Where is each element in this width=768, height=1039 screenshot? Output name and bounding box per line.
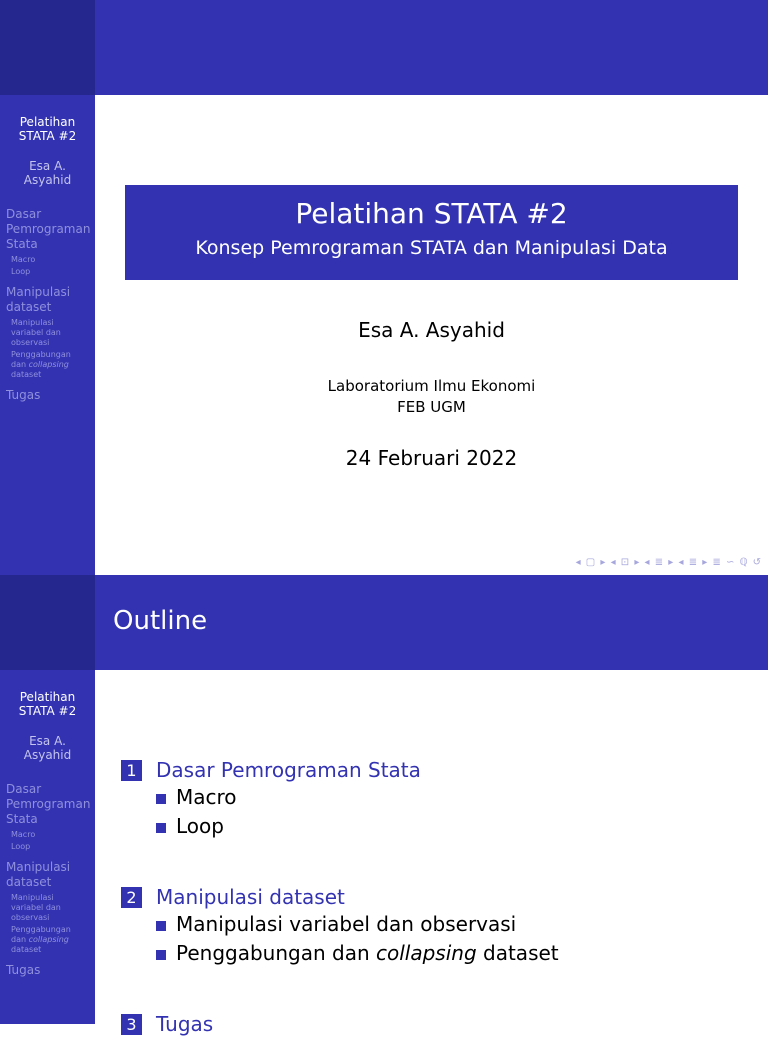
square-bullet-icon — [156, 794, 166, 804]
institute-line-1: Laboratorium Ilmu Ekonomi — [327, 377, 536, 395]
sidebar-title[interactable]: Pelatihan STATA #2 — [18, 690, 77, 718]
subsection-label: Macro — [176, 785, 237, 809]
presentation-date: 24 Februari 2022 — [345, 446, 518, 470]
header-corner — [0, 575, 95, 670]
section-label: Tugas — [156, 1012, 214, 1036]
sidebar-sub-penggabungan[interactable]: Penggabungan dan collapsing dataset — [11, 350, 71, 379]
sidebar-section-manipulasi[interactable]: Manipulasi dataset — [6, 285, 71, 314]
sidebar — [0, 95, 95, 575]
header-bar — [95, 575, 768, 670]
sidebar-section-dasar[interactable]: Dasar Pemrograman Stata — [6, 782, 91, 826]
frame-title: Outline — [113, 606, 208, 636]
author-name: Esa A. Asyahid — [358, 318, 505, 342]
section-number: 1 — [121, 760, 142, 781]
outline-slide — [0, 575, 768, 1036]
sidebar-sub-macro[interactable]: Macro — [11, 830, 36, 839]
section-number: 2 — [121, 887, 142, 908]
sidebar-section-manipulasi[interactable]: Manipulasi dataset — [6, 860, 71, 889]
sidebar-section-tugas[interactable]: Tugas — [6, 963, 41, 977]
sidebar-author[interactable]: Esa A. Asyahid — [23, 159, 72, 187]
square-bullet-icon — [156, 823, 166, 833]
subsection-label: Penggabungan dan collapsing dataset — [176, 941, 559, 965]
section-number: 3 — [121, 1014, 142, 1035]
beamer-navigation-icons[interactable]: ◂ ▢ ▸ ◂ ⊡ ▸ ◂ ≣ ▸ ◂ ≣ ▸ ≣ ∽ ℚ ↺ — [575, 557, 762, 568]
sidebar-sub-macro[interactable]: Macro — [11, 255, 36, 264]
section-label: Dasar Pemrograman Stata — [156, 758, 421, 782]
presentation-subtitle: Konsep Pemrograman STATA dan Manipulasi Data — [195, 237, 668, 259]
sidebar-sub-manipulasi-variabel[interactable]: Manipulasi variabel dan observasi — [11, 318, 61, 347]
sidebar-title[interactable]: Pelatihan STATA #2 — [18, 115, 77, 143]
subsection-label: Loop — [176, 814, 224, 838]
sidebar-section-tugas[interactable]: Tugas — [6, 388, 41, 402]
sidebar — [0, 670, 95, 1024]
section-label: Manipulasi dataset — [156, 885, 345, 909]
sidebar-sub-manipulasi-variabel[interactable]: Manipulasi variabel dan observasi — [11, 893, 61, 922]
header-bar — [95, 0, 768, 95]
title-box — [125, 185, 738, 280]
institute-line-2: FEB UGM — [397, 398, 466, 416]
presentation-title: Pelatihan STATA #2 — [295, 197, 568, 230]
sidebar-sub-loop[interactable]: Loop — [11, 842, 31, 851]
sidebar-author[interactable]: Esa A. Asyahid — [23, 734, 72, 762]
sidebar-sub-penggabungan[interactable]: Penggabungan dan collapsing dataset — [11, 925, 71, 954]
subsection-label: Manipulasi variabel dan observasi — [176, 912, 517, 936]
sidebar-section-dasar[interactable]: Dasar Pemrograman Stata — [6, 207, 91, 251]
square-bullet-icon — [156, 921, 166, 931]
sidebar-sub-loop[interactable]: Loop — [11, 267, 31, 276]
square-bullet-icon — [156, 950, 166, 960]
header-corner — [0, 0, 95, 95]
